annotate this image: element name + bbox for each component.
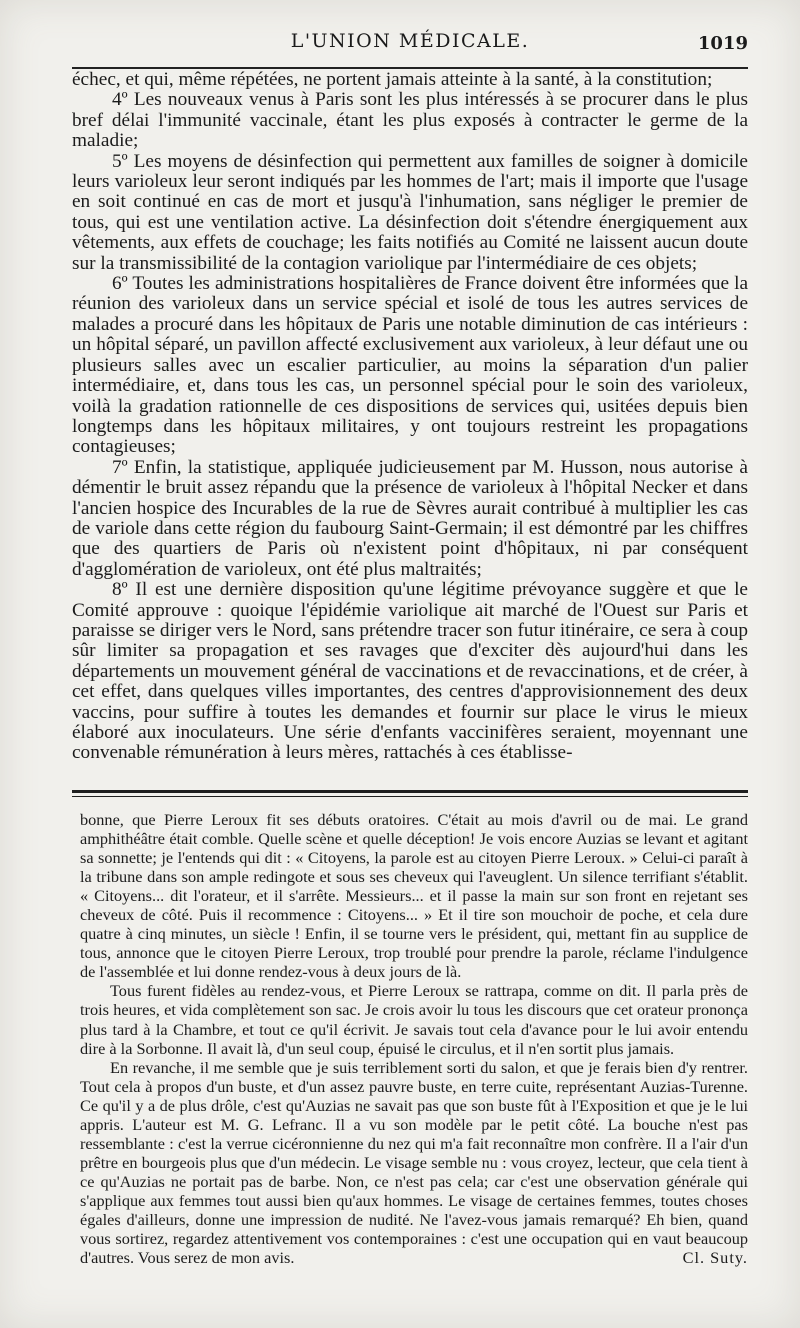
- author-signature: Cl. Suty.: [682, 1248, 748, 1268]
- page-header: [72, 30, 748, 60]
- article-paragraph: 7º Enfin, la statistique, appliquée judicieusement par M. Husson, nous autorise à démentir le bruit assez répandu que la présence de varioleux à l'hôpital Necker et dans l'ancien hospice des Incurables de la rue de Sèvres aurait contribué à multiplier les cas de variole dans cette région du faubourg Saint-Germain; il est démontré par les chiffres que des quartiers de Paris où n'existent point d'hôpitaux, ni par conséquent d'agglomération de varioleux, ont été plus maltraités;: [72, 456, 748, 580]
- article-paragraph: 4º Les nouveaux venus à Paris sont les plus intéressés à se procurer dans le plus bref délai l'immunité vaccinale, étant les plus exposés à contracter le germe de la maladie;: [72, 89, 748, 152]
- feuilleton-paragraph-text: En revanche, il me semble que je suis terriblement sorti du salon, et que je ferais bien d'y rentrer. Tout cela à propos d'un buste, et d'un assez pauvre buste, en terre cuite, représentant Auzias-Turenne. Ce qu'il y a de plus drôle, c'est qu'Auzias ne savait pas que son buste fût à l'Exposition et que je le lui appris. L'auteur est M. G. Lefranc. Il a vu son modèle par le petit côté. La bouche n'est pas ressemblante : c'est la verrue cicéronnienne du nez qui m'a fait reconnaître mon confrère. Il a l'air d'un prêtre en bourgeois plus que d'un médecin. Le visage semble nu : vous croyez, lecteur, que cela tient à ce qu'Auzias ne portait pas de barbe. Non, ce n'est pas cela; car c'est une observation générale qui s'applique aux femmes tout aussi bien qu'aux hommes. Le visage de certaines femmes, toutes choses égales d'ailleurs, donne une impression de nudité. Ne l'avez-vous jamais remarqué? Eh bien, quand vous sortirez, regardez attentivement vos contemporaines : c'est une occupation qui en vaut beaucoup d'autres. Vous serez de mon avis.: [80, 1057, 748, 1268]
- article-paragraph: échec, et qui, même répétées, ne portent jamais atteinte à la santé, à la constitution;: [72, 69, 713, 90]
- page-number: 1019: [697, 33, 748, 54]
- main-article: [72, 70, 748, 764]
- article-paragraph: 6º Toutes les administrations hospitalières de France doivent être informées que la réunion des varioleux dans un service spécial et isolé de tous les autres services de malades a procuré dans les hôpitaux de Paris une notable diminution de cas intérieurs : un hôpital séparé, un pavillon affecté exclusivement aux varioleux, à leur défaut une ou plusieurs salles avec un escalier particulier, au moins la séparation d'un palier intermédiaire, et, dans tous les cas, un personnel spécial pour le soin des varioleux, voilà la gradation rationnelle de ces dispositions de services qui, usitées depuis bien longtemps dans les hôpitaux militaires, y ont toujours restreint les propagations contagieuses;: [72, 273, 748, 458]
- feuilleton-paragraph: [80, 1058, 748, 1268]
- running-title: L'UNION MÉDICALE.: [290, 30, 530, 52]
- article-paragraph: 8º Il est une dernière disposition qu'une légitime prévoyance suggère et que le Comité approuve : quoique l'épidémie variolique ait marché de l'Ouest sur Paris et paraisse se diriger vers le Nord, sans prétendre tracer son futur itinéraire, ce sera à coup sûr limiter sa propagation et ses ravages que d'exciter dès aujourd'hui dans les départements un mouvement général de vaccinations et de revaccinations, et de créer, à cet effet, dans quelques villes importantes, des centres d'approvisionnement des deux vaccins, pour suffire à toutes les demandes et fournir sur place le virus le mieux élaboré aux inoculateurs. Une série d'enfants vaccinifères seraient, moyennant une convenable rémunération à leurs mères, rattachés à ces établisse-: [72, 579, 748, 764]
- feuilleton-paragraph: Tous furent fidèles au rendez-vous, et Pierre Leroux se rattrapa, comme on dit. Il parla près de trois heures, et vida complètement son sac. Je crois avoir lu tous les discours que cet orateur prononça plus tard à la Chambre, et tout ce qu'il écrivit. Je savais tout cela d'avance pour le lui avoir entendu dire à la Sorbonne. Il avait là, d'un seul coup, épuisé le circulus, et il n'en sortit plus jamais.: [80, 981, 748, 1058]
- feuilleton-section: [80, 810, 748, 1267]
- article-paragraph: 5º Les moyens de désinfection qui permettent aux familles de soigner à domicile leurs varioleux leur seront indiqués par les hommes de l'art; mais il importe que l'usage en soit continué en cas de mort et jusqu'à l'inhumation, sans négliger le premier de tous, qui est une ventilation active. La désinfection doit s'étendre énergiquement aux vêtements, aux effets de couchage; les faits notifiés au Comité ne laissent aucun doute sur la transmissibilité de la contagion variolique par l'intermédiaire de ces objets;: [72, 150, 748, 274]
- feuilleton-divider: [72, 790, 748, 797]
- feuilleton-paragraph: bonne, que Pierre Leroux fit ses débuts oratoires. C'était au mois d'avril ou de mai. Le grand amphithéâtre était comble. Quelle scène et quelle déception! Je vois encore Auzias se levant et agitant sa sonnette; je l'entends qui dit : « Citoyens, la parole est au citoyen Pierre Leroux. » Celui-ci paraît à la tribune dans son ample redingote et sous ses cheveux qui l'aveuglent. Un silence terrifiant s'établit. « Citoyens... dit l'orateur, et il s'arrête. Messieurs... et il passe la main sur son front en rejetant ses cheveux de côté. Puis il recommence : Citoyens... » Et il tire son mouchoir de poche, et cela dure quatre à cinq minutes, un siècle ! Enfin, il se tourne vers le président, qui, mettant fin au supplice de tous, annonce que le citoyen Pierre Leroux, trop troublé pour prendre la parole, réclame l'indulgence de l'assemblée et lui donne rendez-vous à deux jours de là.: [80, 810, 748, 982]
